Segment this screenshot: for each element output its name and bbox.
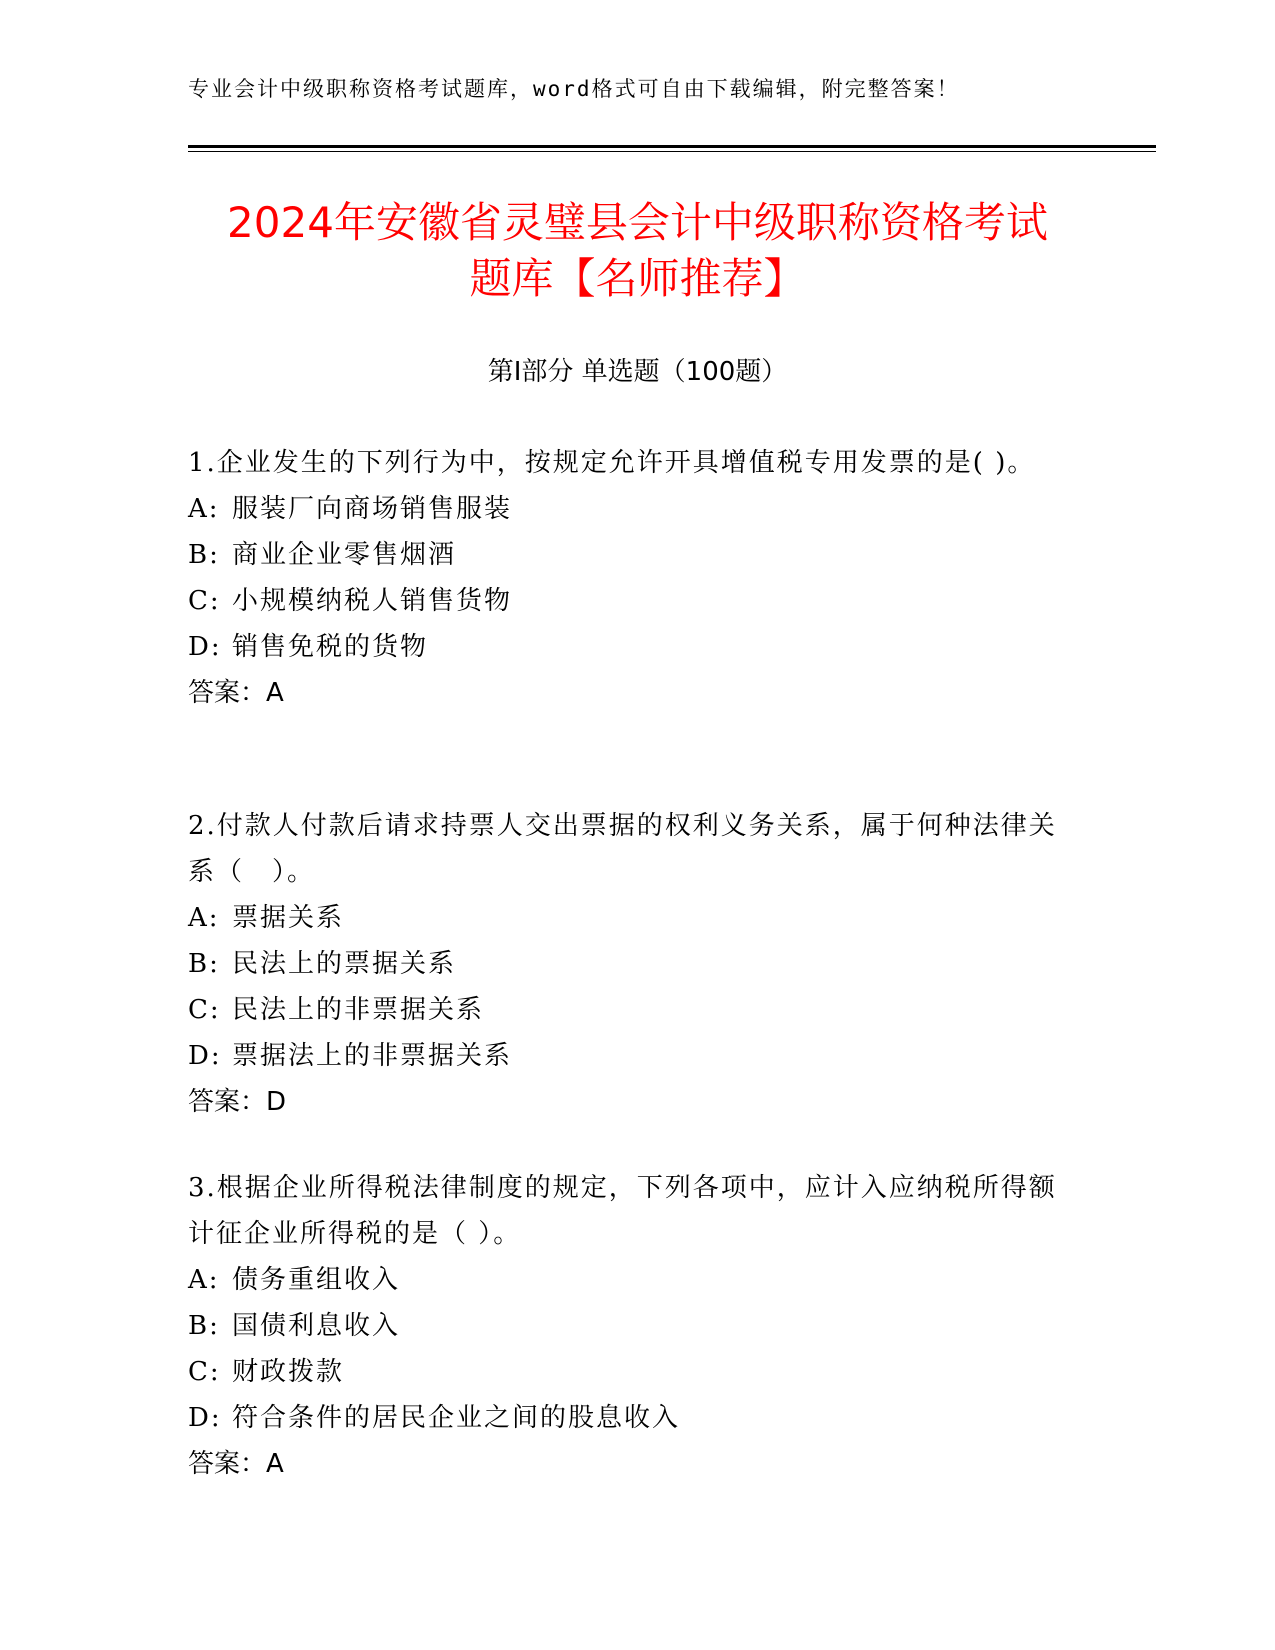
header-rule-thick [188,145,1156,148]
option-text: 民法上的票据关系 [232,949,457,979]
section-heading: 第Ⅰ部分 单选题（100题） [487,357,788,387]
question-1 [188,440,1068,716]
question-stem: 2.付款人付款后请求持票人交出票据的权利义务关系，属于何种法律关系（ ）。 [188,811,1057,887]
option-letter: B: [188,540,220,570]
option-text: 债务重组收入 [232,1265,401,1295]
header-rule-thin [188,151,1156,152]
option-letter: A: [188,494,220,524]
option-d [188,624,1068,670]
document-title-line1: 2024年安徽省灵璧县会计中级职称资格考试 [227,198,1048,247]
option-letter: A: [188,1265,220,1295]
option-c [188,987,1068,1033]
option-text: 销售免税的货物 [232,632,429,662]
option-letter: C: [188,995,221,1025]
option-text: 商业企业零售烟酒 [232,540,457,570]
page-header: 专业会计中级职称资格考试题库，word格式可自由下载编辑，附完整答案！ [188,77,960,101]
option-letter: D: [188,632,222,662]
option-c [188,578,1068,624]
option-letter: C: [188,586,221,616]
option-a [188,895,1068,941]
option-a [188,1257,1068,1303]
option-text: 民法上的非票据关系 [232,995,485,1025]
option-b [188,1303,1068,1349]
option-c [188,1349,1068,1395]
answer-line: 答案：A [188,1449,284,1479]
option-d [188,1033,1068,1079]
option-text: 小规模纳税人销售货物 [232,586,513,616]
option-text: 财政拨款 [232,1357,345,1387]
document-title [150,195,1125,307]
option-text: 符合条件的居民企业之间的股息收入 [232,1403,681,1433]
option-text: 服装厂向商场销售服装 [232,494,513,524]
question-stem: 1.企业发生的下列行为中，按规定允许开具增值税专用发票的是( )。 [188,448,1036,478]
option-letter: B: [188,1311,220,1341]
option-text: 票据法上的非票据关系 [232,1041,513,1071]
option-d [188,1395,1068,1441]
option-text: 国债利息收入 [232,1311,401,1341]
option-letter: D: [188,1041,222,1071]
question-stem: 3.根据企业所得税法律制度的规定，下列各项中，应计入应纳税所得额计征企业所得税的是（ ）。 [188,1173,1057,1249]
option-text: 票据关系 [232,903,345,933]
question-3 [188,1165,1068,1487]
answer-line: 答案：A [188,678,284,708]
option-b [188,532,1068,578]
option-letter: A: [188,903,220,933]
option-letter: C: [188,1357,221,1387]
option-letter: D: [188,1403,222,1433]
option-a [188,486,1068,532]
option-b [188,941,1068,987]
option-letter: B: [188,949,220,979]
document-title-line2: 题库【名师推荐】 [469,254,806,303]
question-2 [188,803,1068,1125]
answer-line: 答案：D [188,1087,287,1117]
